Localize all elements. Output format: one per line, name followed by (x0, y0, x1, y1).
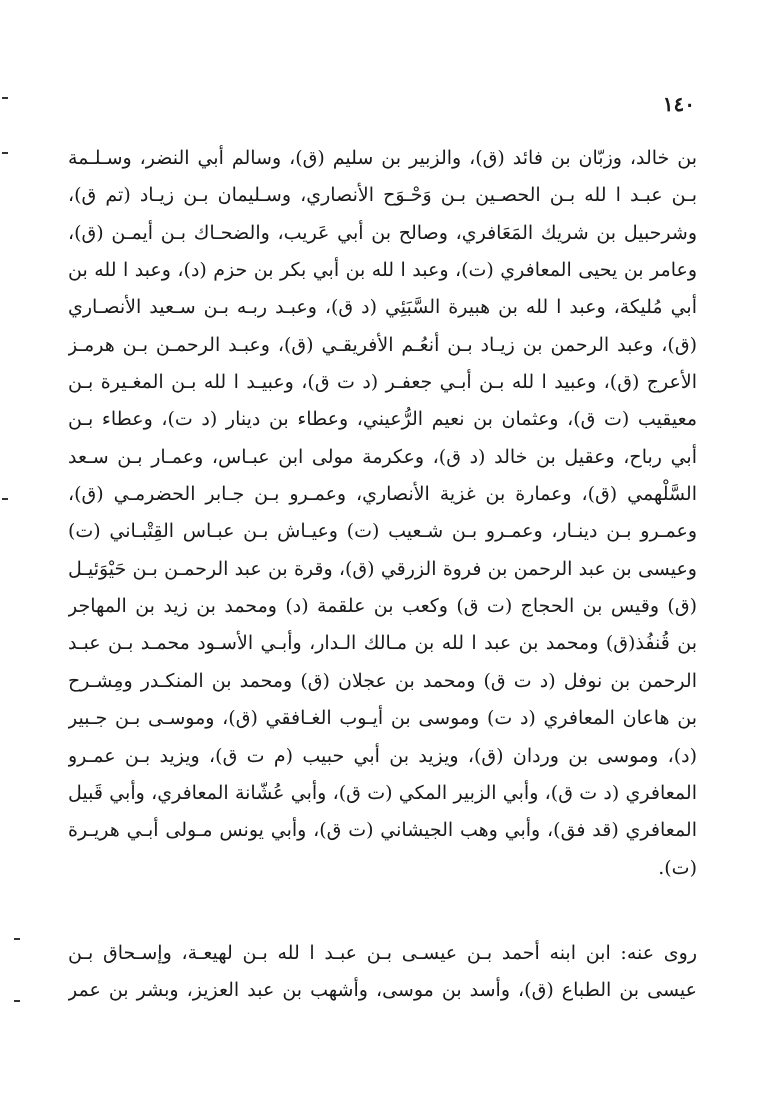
text-line: (ق)، وعبد الرحمن بن زيـاد بـن أنعُـم الأفريقـي (ق)، وعبـد الرحمـن بـن هرمـز (68, 333, 697, 356)
text-line: بن خالد، وزبّان بن فائد (ق)، والزبير بن سليم (ق)، وسالم أبي النضر، وسـلـمة (68, 147, 697, 169)
page-number: ١٤٠ (662, 92, 695, 116)
text-line: بن هاعان المعافري (د ت) وموسى بن أيـوب الغـافقي (ق)، وموسـى بـن جـبير (68, 707, 697, 730)
scan-mark (2, 498, 8, 500)
text-line: بن قُنفُذ(ق) ومحمد بن عبد ا لله بن مـالك الـدار، وأبـي الأسـود محمـد بـن عبـد (68, 632, 697, 655)
text-line: (د)، وموسى بن وردان (ق)، ويزيد بن أبي حبيب (م ت ق)، ويزيد بـن عمـرو (68, 744, 697, 767)
text-line: المعافري (قد فق)، وأبي وهب الجيشاني (ت ق)، وأبي يونس مـولى أبـي هريـرة (68, 819, 697, 842)
text-line: وعمـرو بـن دينـار، وعمـرو بـن شـعيب (ت) وعيـاش بـن عبـاس القِتْبـاني (ت) (68, 520, 697, 543)
text-line: بـن عبـد ا لله بـن الحصـين بـن وَحْـوَح الأنصاري، وسـليمان بـن زيـاد (تم ق)، (68, 184, 697, 207)
text-line: وعيسى بن عبد الرحمن بن فروة الزرقي (ق)، وقرة بن عبد الرحمـن بـن حَيْوَئيـل (68, 557, 697, 580)
text-line: أبي مُليكة، وعبد ا لله بن هبيرة السَّبَئِي (د ق)، وعبـد ربـه بـن سـعيد الأنصـاري (68, 296, 697, 319)
second-paragraph (68, 935, 697, 1010)
text-line: الرحمن بن نوفل (د ت ق) ومحمد بن عجلان (ق) ومحمد بن المنكـدر ومِشـرح (68, 669, 697, 692)
scan-mark (14, 938, 20, 940)
text-line: أبي رباح، وعقيل بن خالد (د ق)، وعكرمة مولى ابن عبـاس، وعمـار بـن سـعد (68, 445, 697, 468)
text-line: وعامر بن يحيى المعافري (ت)، وعبد ا لله بن أبي بكر بن حزم (د)، وعبد ا لله بن (68, 259, 697, 282)
scan-mark (14, 1000, 20, 1002)
scan-mark (2, 152, 8, 154)
text-line: الأعرج (ق)، وعبيد ا لله بـن أبـي جعفـر (د ت ق)، وعبيـد ا لله بـن المغـيرة بـن (68, 371, 697, 394)
text-line: روى عنه: ابن ابنه أحمد بـن عيسـى بـن عبـد ا لله بـن لهيعـة، وإسـحاق بـن (68, 942, 697, 964)
text-line: السَّلْهمي (ق)، وعمارة بن غزية الأنصاري، وعمـرو بـن جـابر الحضرمـي (ق)، (68, 483, 697, 506)
main-paragraph (68, 140, 697, 887)
text-line: المعافري (د ت ق)، وأبي الزبير المكي (ت ق)، وأبي عُشّانة المعافري، وأبي قَبيل (68, 781, 697, 804)
scan-mark (2, 97, 8, 99)
text-line: وشرحبيل بن شريك المَعَافري، وصالح بن أبي عَريب، والضحـاك بـن أيمـن (ق)، (68, 221, 697, 244)
text-line: (ت). (658, 856, 697, 879)
text-line: معيقيب (ت ق)، وعثمان بن نعيم الرُّعيني، وعطاء بن دينار (د ت)، وعطاء بـن (68, 408, 697, 431)
text-line: عيسى بن الطباع (ق)، وأسد بن موسى، وأشهب بن عبد العزيز، وبشر بن عمر (68, 979, 697, 1002)
text-line: (ق) وقيس بن الحجاج (ت ق) وكعب بن علقمة (د) ومحمد بن زيد بن المهاجر (68, 595, 697, 618)
